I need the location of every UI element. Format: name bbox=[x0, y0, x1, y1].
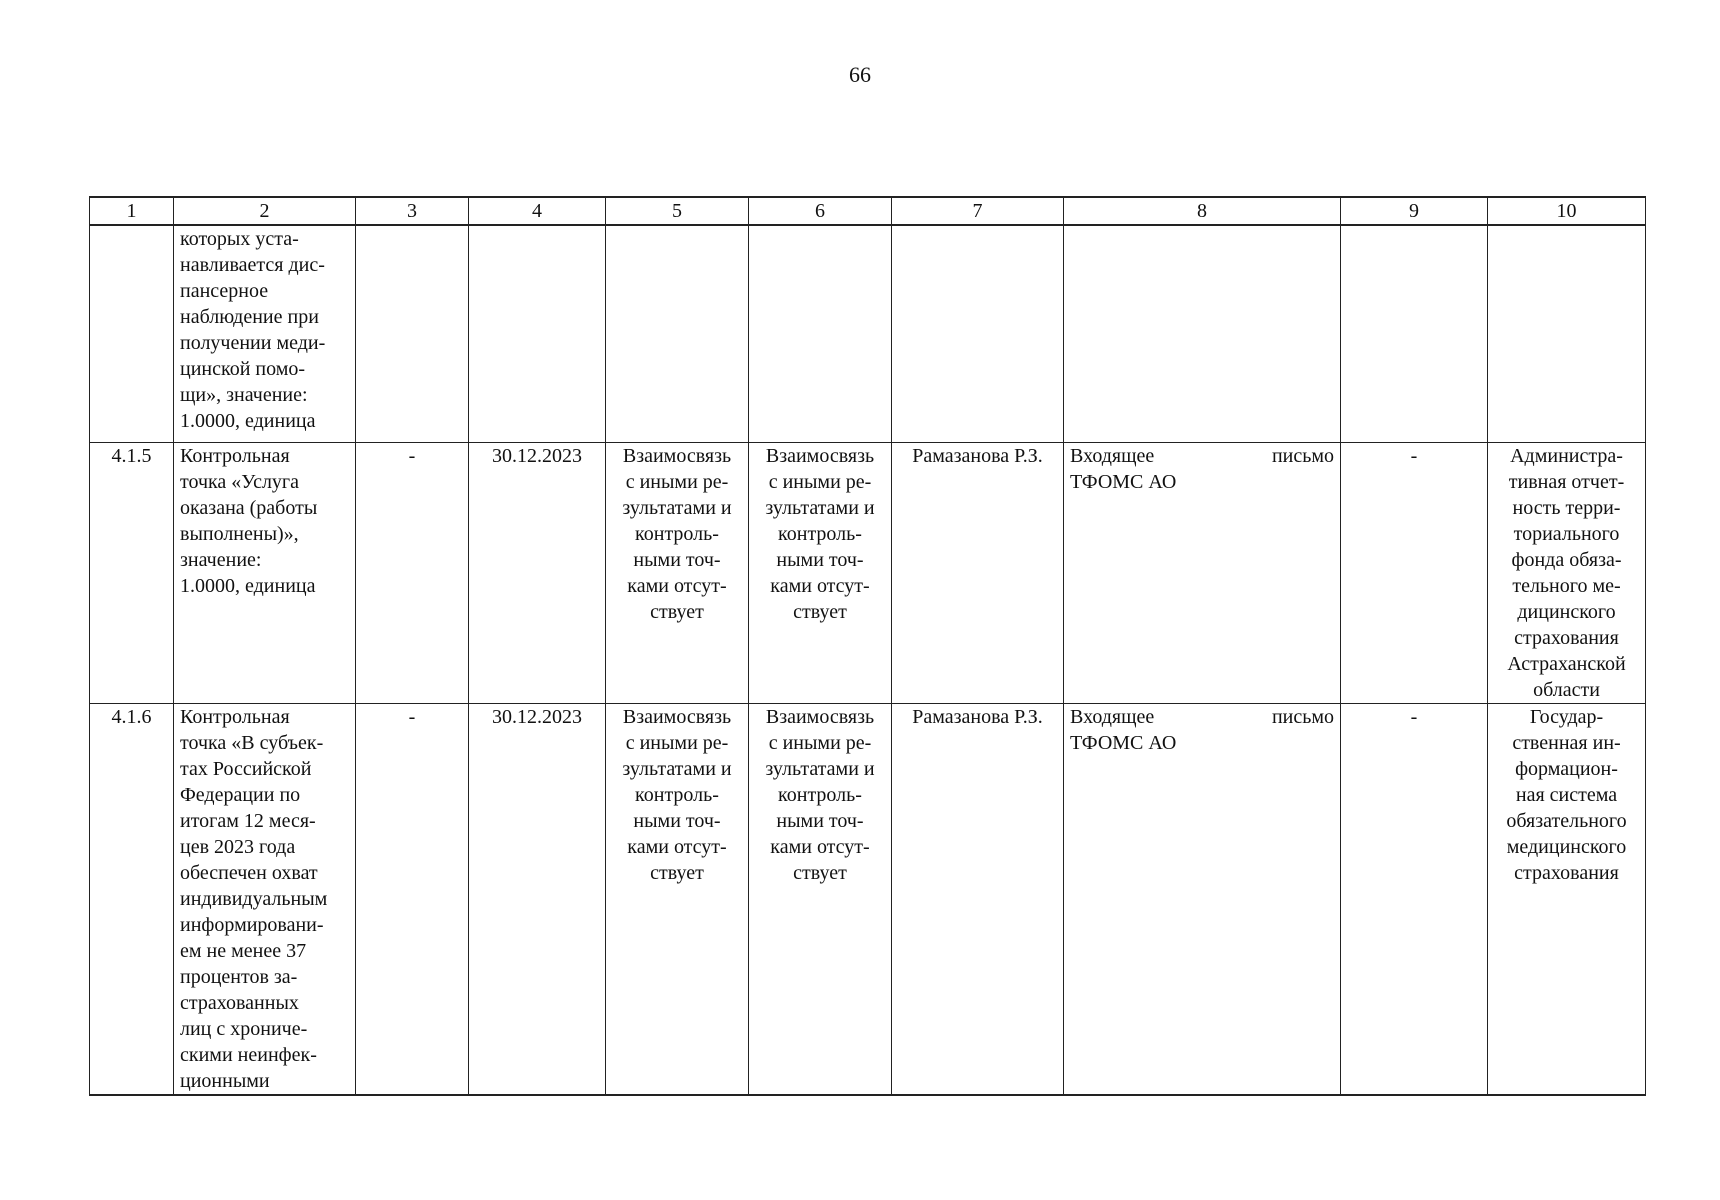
control-points-table bbox=[89, 196, 1646, 1096]
table-row bbox=[90, 704, 1646, 1096]
document-type: Входящее bbox=[1070, 706, 1155, 728]
document-cell bbox=[1064, 225, 1341, 443]
information-source-cell: Государ- ственная ин- формацион- ная система обязательного медицинского страхования bbox=[1488, 704, 1646, 1096]
information-source-cell: Администра- тивная отчет- ность терри- ториального фонда обяза- тельного ме- дицинского страхования Астраханской области bbox=[1488, 443, 1646, 704]
header-col-6: 6 bbox=[749, 197, 892, 225]
document-line-1 bbox=[1070, 443, 1334, 469]
col9-cell bbox=[1341, 225, 1488, 443]
header-col-9: 9 bbox=[1341, 197, 1488, 225]
col9-cell: - bbox=[1341, 704, 1488, 1096]
document-cell bbox=[1064, 704, 1341, 1096]
responsible-cell bbox=[892, 225, 1064, 443]
control-point-name-cell: Контрольная точка «Услуга оказана (работы выполнены)», значение: 1.0000, единица bbox=[174, 443, 356, 704]
document-line-2: ТФОМС АО bbox=[1070, 732, 1177, 754]
header-col-8: 8 bbox=[1064, 197, 1341, 225]
document-kind: письмо bbox=[1271, 706, 1334, 728]
responsible-cell: Рамазанова Р.З. bbox=[892, 704, 1064, 1096]
relation-cell-2 bbox=[749, 225, 892, 443]
date-cell bbox=[469, 225, 606, 443]
header-row bbox=[90, 197, 1646, 225]
col3-cell bbox=[356, 225, 469, 443]
header-col-2: 2 bbox=[174, 197, 356, 225]
row-number-cell: 4.1.6 bbox=[90, 704, 174, 1096]
header-col-4: 4 bbox=[469, 197, 606, 225]
row-number-cell: 4.1.5 bbox=[90, 443, 174, 704]
relation-cell-2: Взаимосвязь с иными ре- зультатами и контроль- ными точ- ками отсут- ствует bbox=[749, 443, 892, 704]
header-col-3: 3 bbox=[356, 197, 469, 225]
col9-cell: - bbox=[1341, 443, 1488, 704]
row-number-cell bbox=[90, 225, 174, 443]
header-col-10: 10 bbox=[1488, 197, 1646, 225]
date-cell: 30.12.2023 bbox=[469, 443, 606, 704]
control-point-name-cell: Контрольная точка «В субъек- тах Российской Федерации по итогам 12 меся- цев 2023 года обеспечен охват индивидуальным информировани- ем не менее 37 процентов за- страхованных лиц с хрониче- скими неинфек- ционными bbox=[174, 704, 356, 1096]
page-number: 66 bbox=[849, 62, 871, 87]
col3-cell: - bbox=[356, 443, 469, 704]
relation-cell: Взаимосвязь с иными ре- зультатами и контроль- ными точ- ками отсут- ствует bbox=[606, 704, 749, 1096]
header-col-5: 5 bbox=[606, 197, 749, 225]
col3-cell: - bbox=[356, 704, 469, 1096]
information-source-cell bbox=[1488, 225, 1646, 443]
document-cell bbox=[1064, 443, 1341, 704]
relation-cell: Взаимосвязь с иными ре- зультатами и контроль- ными точ- ками отсут- ствует bbox=[606, 443, 749, 704]
relation-cell-2: Взаимосвязь с иными ре- зультатами и контроль- ными точ- ками отсут- ствует bbox=[749, 704, 892, 1096]
header-col-7: 7 bbox=[892, 197, 1064, 225]
header-col-1: 1 bbox=[90, 197, 174, 225]
date-cell: 30.12.2023 bbox=[469, 704, 606, 1096]
responsible-cell: Рамазанова Р.З. bbox=[892, 443, 1064, 704]
document-line-2: ТФОМС АО bbox=[1070, 471, 1177, 493]
document-kind: письмо bbox=[1271, 445, 1334, 467]
table-row bbox=[90, 443, 1646, 704]
relation-cell bbox=[606, 225, 749, 443]
control-point-name-cell: которых уста- навливается дис- пансерное наблюдение при получении меди- цинской помо- щи», значение: 1.0000, единица bbox=[174, 225, 356, 443]
document-type: Входящее bbox=[1070, 445, 1155, 467]
table-row bbox=[90, 225, 1646, 443]
document-line-1 bbox=[1070, 704, 1334, 730]
